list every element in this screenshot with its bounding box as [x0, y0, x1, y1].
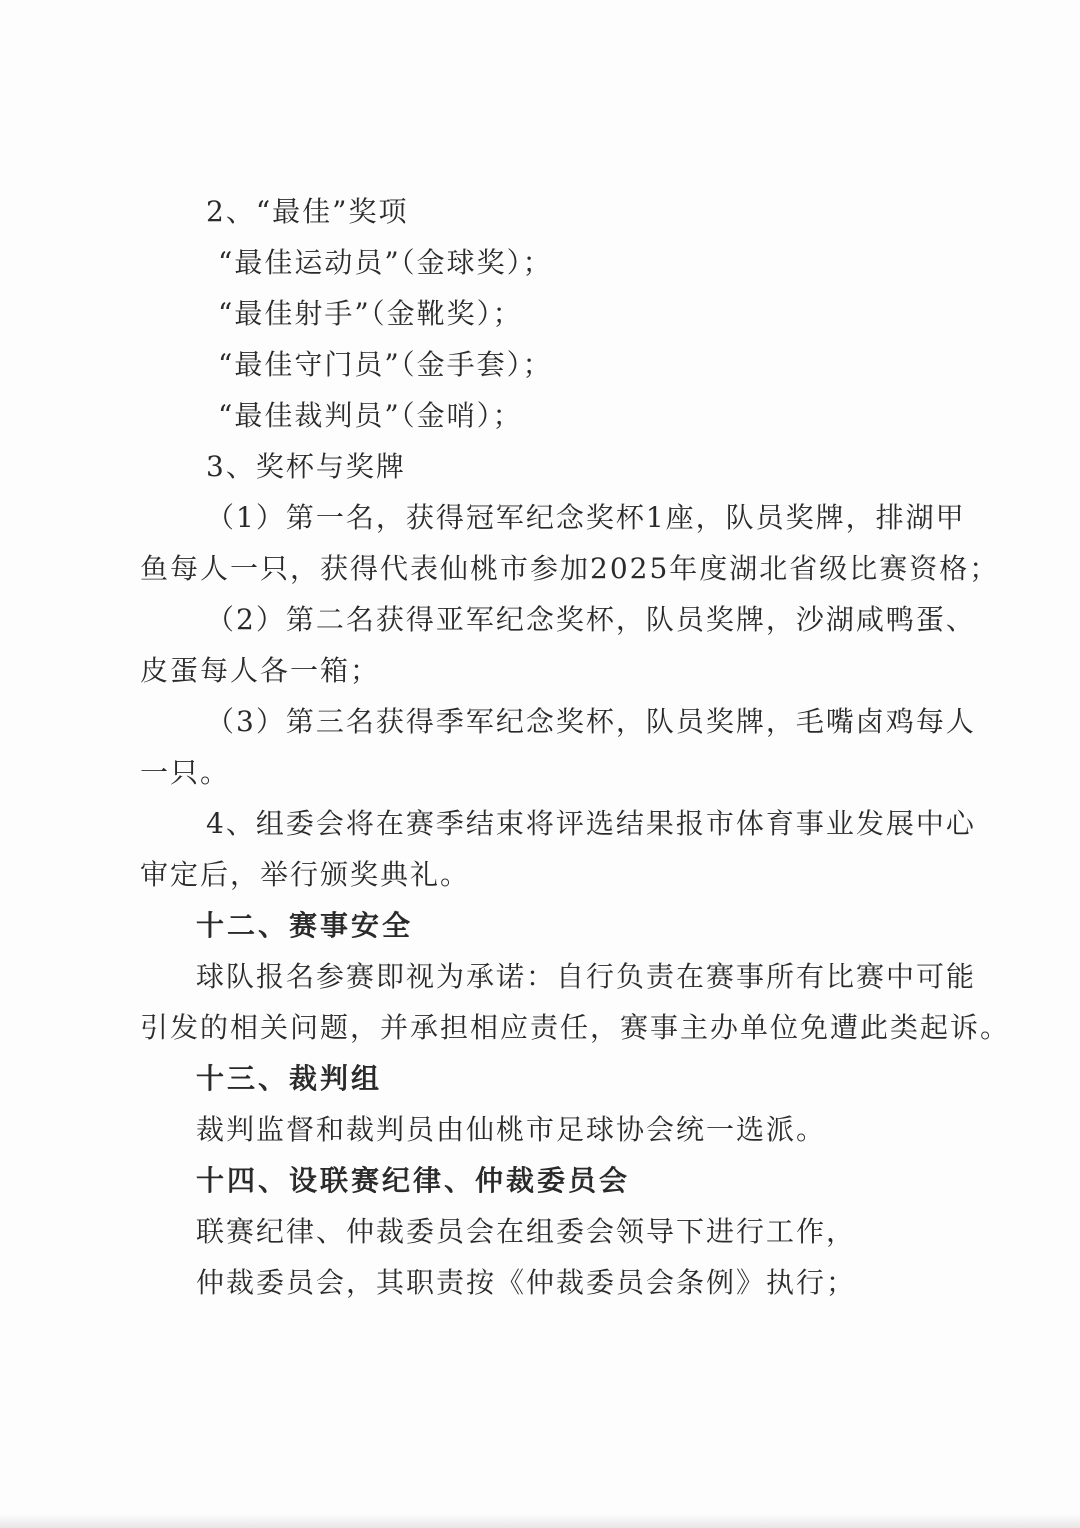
- paragraph-discipline-line1: 联赛纪律、仲裁委员会在组委会领导下进行工作，: [196, 1215, 857, 1248]
- award-best-referee: “最佳裁判员”（金哨）；: [218, 399, 523, 432]
- document-body: [140, 186, 1011, 1308]
- subheading-best-awards: 2、“最佳”奖项: [206, 195, 409, 228]
- paragraph-second-place-line1: （2）第二名获得亚军纪念奖杯，队员奖牌，沙湖咸鸭蛋、: [206, 603, 976, 636]
- paragraph-first-place-line1: （1）第一名，获得冠军纪念奖杯1座，队员奖牌，排湖甲: [206, 501, 966, 534]
- paragraph-safety-line2: 引发的相关问题，并承担相应责任，赛事主办单位免遭此类起诉。: [140, 1011, 1011, 1044]
- award-best-goalkeeper: “最佳守门员”（金手套）；: [218, 348, 553, 381]
- paragraph-safety-line1: 球队报名参赛即视为承诺：自行负责在赛事所有比赛中可能: [196, 960, 977, 993]
- paragraph-ceremony-line1: 4、组委会将在赛季结束将评选结果报市体育事业发展中心: [206, 807, 976, 840]
- section-heading-referee-group: 十三、裁判组: [196, 1062, 383, 1095]
- subheading-trophies-medals: 3、奖杯与奖牌: [206, 450, 406, 483]
- section-heading-discipline-arbitration: 十四、设联赛纪律、仲裁委员会: [196, 1164, 631, 1197]
- paragraph-referee: 裁判监督和裁判员由仙桃市足球协会统一选派。: [196, 1113, 827, 1146]
- section-heading-event-safety: 十二、赛事安全: [196, 909, 414, 942]
- paragraph-first-place-line2: 鱼每人一只，获得代表仙桃市参加2025年度湖北省级比赛资格；: [140, 552, 1000, 585]
- paragraph-second-place-line2: 皮蛋每人各一箱；: [140, 654, 381, 687]
- paragraph-third-place-line1: （3）第三名获得季军纪念奖杯，队员奖牌，毛嘴卤鸡每人: [206, 705, 976, 738]
- award-best-scorer: “最佳射手”（金靴奖）；: [218, 297, 523, 330]
- paragraph-discipline-line2: 仲裁委员会，其职责按《仲裁委员会条例》执行；: [196, 1266, 857, 1299]
- award-best-player: “最佳运动员”（金球奖）；: [218, 246, 553, 279]
- paragraph-third-place-line2: 一只。: [140, 756, 231, 789]
- paragraph-ceremony-line2: 审定后，举行颁奖典礼。: [140, 858, 471, 891]
- scan-bottom-edge: [0, 1514, 1080, 1528]
